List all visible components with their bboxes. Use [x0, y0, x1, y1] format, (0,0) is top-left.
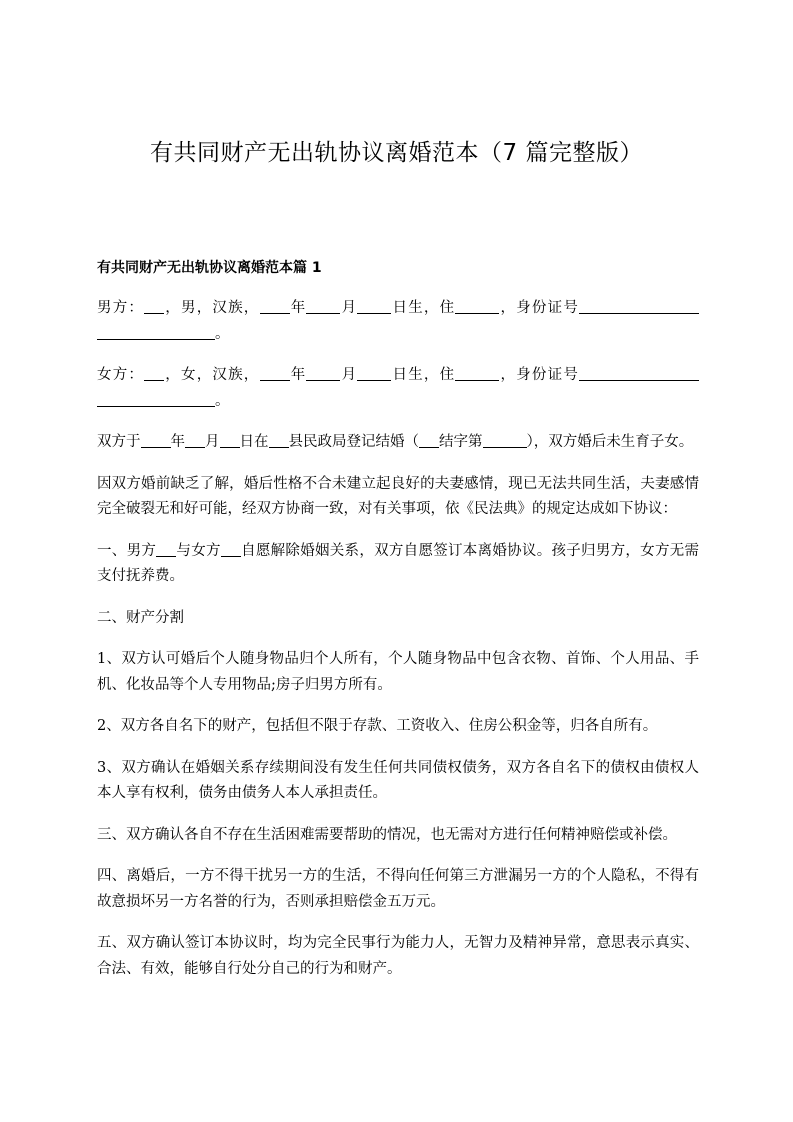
text-span: 月	[205, 434, 220, 450]
text-span: 年	[170, 434, 185, 450]
blank-field	[455, 299, 499, 315]
blank-field	[144, 299, 164, 315]
clause-5-paragraph: 五、双方确认签订本协议时，均为完全民事行为能力人，无智力及精神异常，意思表示真实、合法、有效，能够自行处分自己的行为和财产。	[97, 935, 699, 977]
man-info-paragraph	[97, 296, 699, 347]
blank-field	[579, 299, 699, 315]
blank-field	[306, 299, 340, 315]
clause-3-paragraph: 三、双方确认各自不存在生活困难需要帮助的情况，也无需对方进行任何精神赔偿或补偿。	[97, 826, 677, 843]
blank-field	[97, 324, 215, 340]
text-span: ，女，汉族，	[164, 367, 260, 383]
blank-field	[269, 433, 289, 449]
text-span: ，身份证号	[499, 367, 580, 383]
blank-field	[357, 299, 391, 315]
clause-1-paragraph	[97, 539, 699, 590]
blank-field	[220, 433, 240, 449]
text-span: 县民政局登记结婚（	[288, 434, 419, 450]
blank-field	[144, 366, 164, 382]
property-item-3: 3、双方确认在婚姻关系存续期间没有发生任何共同债权债务，双方各自名下的债权由债权人本人享有权利，债务由债务人本人承担责任。	[97, 759, 699, 801]
text-span: 。	[215, 392, 230, 409]
property-division-heading: 二、财产分割	[97, 609, 184, 626]
blank-field	[156, 541, 176, 557]
text-span: 结字第	[439, 434, 483, 450]
blank-field	[141, 433, 171, 449]
section-title: 有共同财产无出轨协议离婚范本篇 1	[97, 260, 322, 276]
property-item-1: 1、双方认可婚后个人随身物品归个人所有，个人随身物品中包含衣物、首饰、个人用品、手机、化妆品等个人专用物品;房子归男方所有。	[97, 651, 699, 693]
blank-field	[357, 366, 391, 382]
text-span: 双方于	[97, 434, 141, 450]
text-span: 年	[289, 300, 307, 316]
text-span: 自愿解除婚姻关系，双方自愿签订本离婚协议。孩子归男方，女方无需支付抚养费。	[97, 542, 700, 584]
document-body	[97, 256, 699, 998]
text-span: 女方：	[97, 367, 145, 383]
blank-field	[97, 391, 215, 407]
text-span: 日生，住	[391, 300, 456, 316]
text-span: 月	[340, 367, 358, 383]
text-span: ，男，汉族，	[164, 300, 260, 316]
property-item-2: 2、双方各自名下的财产，包括但不限于存款、工资收入、住房公积金等，归各自所有。	[97, 718, 658, 734]
blank-field	[260, 299, 290, 315]
text-span: ，身份证号	[499, 300, 580, 316]
marriage-paragraph	[97, 430, 699, 456]
text-span: 一、男方	[97, 542, 157, 559]
blank-field	[221, 541, 241, 557]
text-span: 与女方	[176, 542, 221, 559]
document-title: 有共同财产无出轨协议离婚范本（7 篇完整版）	[150, 140, 643, 166]
blank-field	[455, 366, 499, 382]
text-span: 月	[340, 300, 358, 316]
blank-field	[185, 433, 205, 449]
blank-field	[579, 366, 699, 382]
text-span: 男方：	[97, 300, 145, 316]
clause-4-paragraph: 四、离婚后，一方不得干扰另一方的生活，不得向任何第三方泄漏另一方的个人隐私，不得有故意损坏另一方名誉的行为，否则承担赔偿金五万元。	[97, 868, 699, 910]
preamble-paragraph: 因双方婚前缺乏了解，婚后性格不合未建立起良好的夫妻感情，现已无法共同生活，夫妻感情完全破裂无和好可能，经双方协商一致，对有关事项，依《民法典》的规定达成如下协议：	[97, 475, 699, 517]
blank-field	[260, 366, 290, 382]
text-span: 。	[215, 325, 230, 342]
woman-info-paragraph	[97, 363, 699, 414]
text-span: 日生，住	[391, 367, 456, 383]
text-span: ），双方婚后未生育子女。	[526, 434, 694, 450]
text-span: 年	[289, 367, 307, 383]
blank-field	[419, 433, 439, 449]
text-span: 日在	[239, 434, 269, 450]
blank-field	[306, 366, 340, 382]
blank-field	[483, 433, 527, 449]
